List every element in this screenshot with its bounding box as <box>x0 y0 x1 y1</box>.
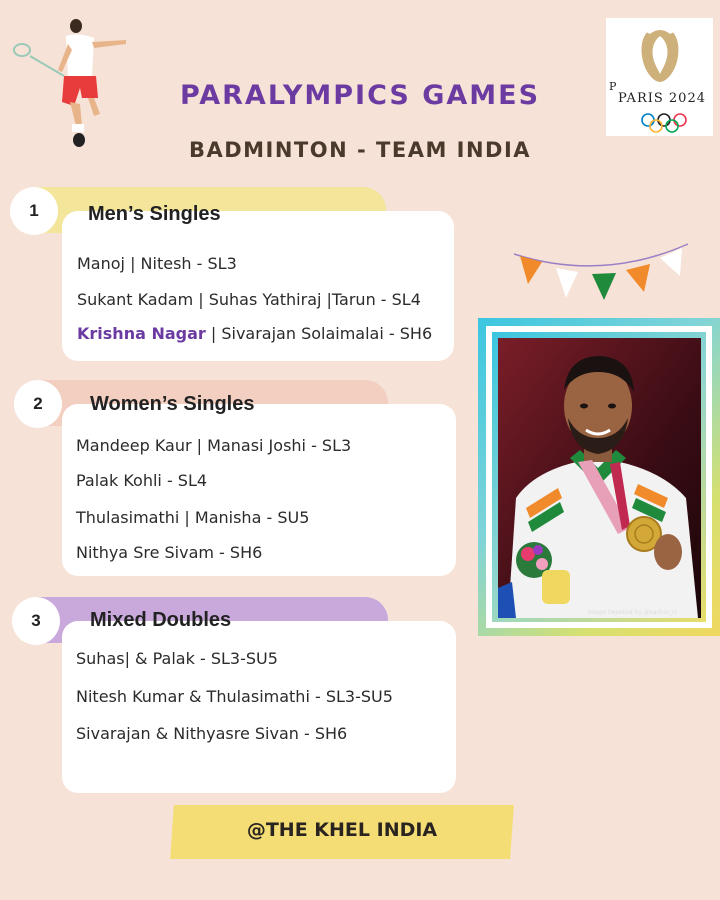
section-3-title: Mixed Doubles <box>90 609 232 631</box>
tricolour-bunting-icon <box>512 240 690 305</box>
section-1-line-3 <box>77 324 432 343</box>
section-3-line-3: Sivarajan & Nithyasre Sivan - SH6 <box>76 724 348 743</box>
logo-text: PARIS 2024 <box>618 91 706 106</box>
section-1-line-2: Sukant Kadam | Suhas Yathiraj |Tarun - SL4 <box>77 290 421 309</box>
footer-handle: @THE KHEL INDIA <box>246 819 438 841</box>
section-2-number: 2 <box>14 380 62 428</box>
section-2-line-1: Mandeep Kaur | Manasi Joshi - SL3 <box>76 436 352 455</box>
section-3-card <box>62 621 456 793</box>
section-3-number: 3 <box>12 597 60 645</box>
section-3-line-2: Nitesh Kumar & Thulasimathi - SL3-SU5 <box>76 687 393 706</box>
section-1-line-3-rest: | Sivarajan Solaimalai - SH6 <box>205 324 433 343</box>
section-2-title: Women’s Singles <box>90 393 255 415</box>
logo-letter: P <box>609 80 617 93</box>
paris-flame-icon <box>634 22 686 86</box>
paris-2024-logo <box>606 18 713 136</box>
badminton-player-icon <box>8 14 133 149</box>
athlete-illustration <box>498 338 701 618</box>
athlete-photo <box>498 338 701 618</box>
photo-credit: Image tweeted by @sachin_rt <box>587 609 677 616</box>
section-2-line-3: Thulasimathi | Manisha - SU5 <box>76 508 310 527</box>
section-2-line-4: Nithya Sre Sivam - SH6 <box>76 543 263 562</box>
highlighted-player: Krishna Nagar <box>77 324 206 343</box>
section-2-line-2: Palak Kohli - SL4 <box>76 471 208 490</box>
page-subtitle: BADMINTON - TEAM INDIA <box>188 138 532 162</box>
section-3-line-1: Suhas| & Palak - SL3-SU5 <box>76 649 278 668</box>
page-title: PARALYMPICS GAMES <box>179 80 541 111</box>
olympic-rings-icon <box>640 112 688 134</box>
section-1-line-1: Manoj | Nitesh - SL3 <box>77 254 237 273</box>
section-1-title: Men’s Singles <box>88 203 221 225</box>
section-1-number: 1 <box>10 187 58 235</box>
